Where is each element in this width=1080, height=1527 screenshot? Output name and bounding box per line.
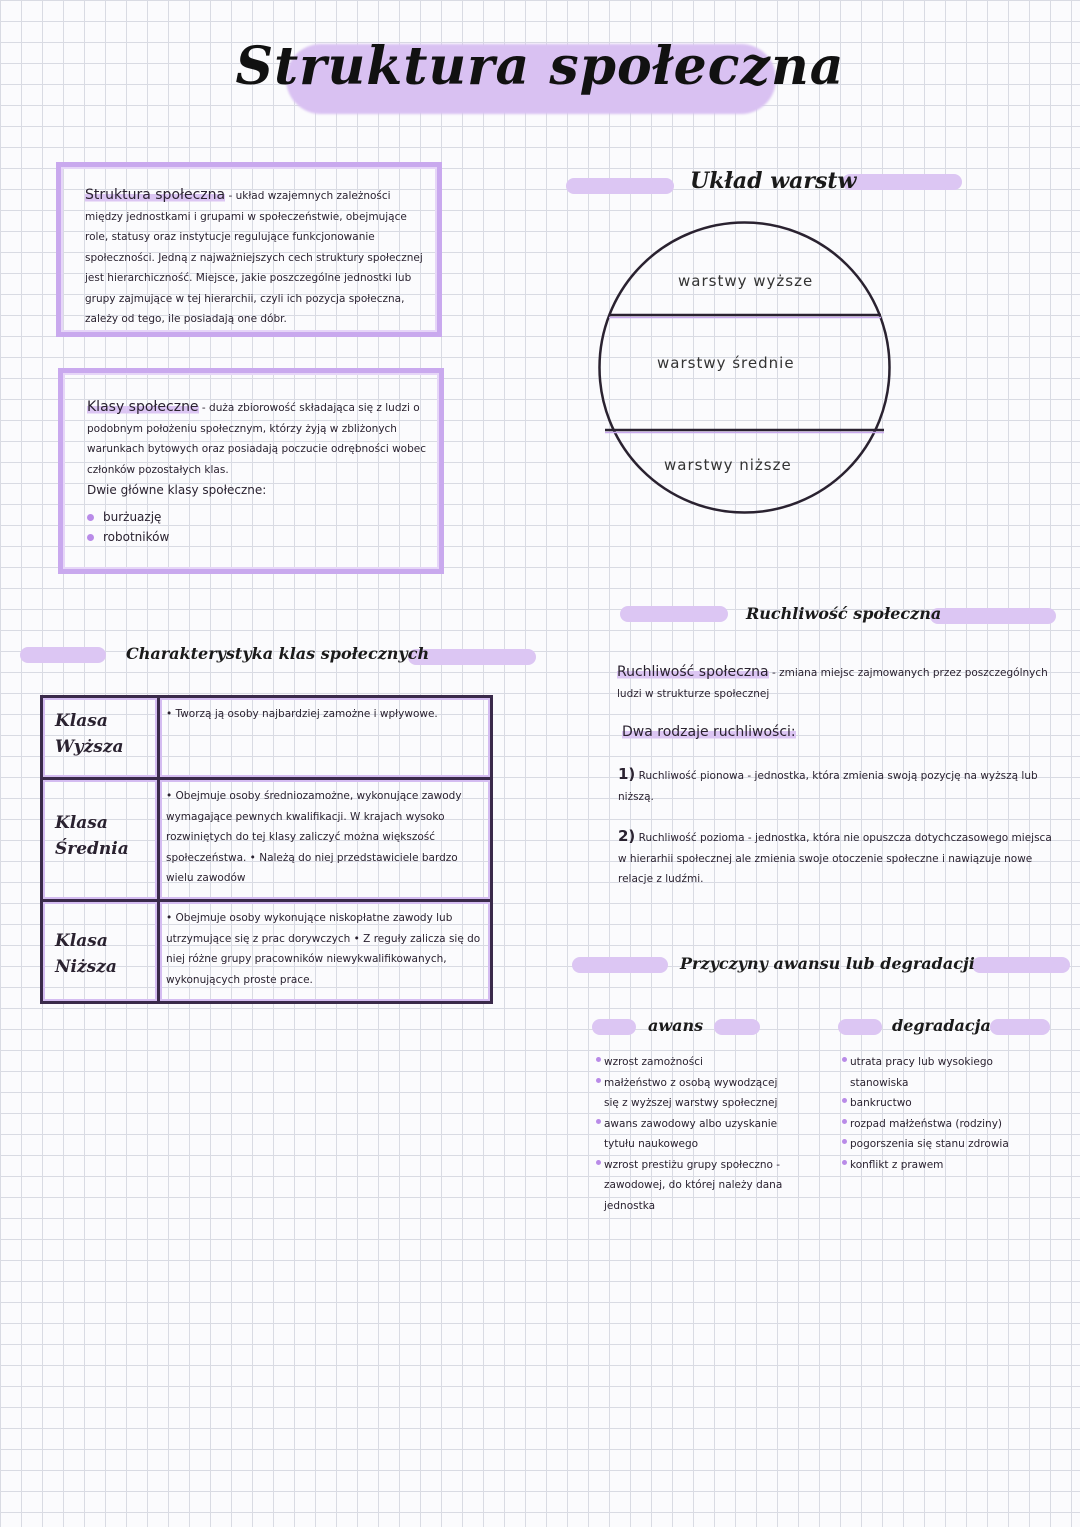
promotion-list bbox=[596, 1052, 786, 1216]
classes-list bbox=[87, 507, 439, 547]
characteristics-heading: Charakterystyka klas społecznych bbox=[126, 644, 430, 663]
page-title: Struktura społeczna bbox=[235, 36, 845, 97]
layer-lower: warstwy niższe bbox=[664, 456, 792, 474]
class-name-line: Niższa bbox=[55, 957, 117, 977]
class-name bbox=[42, 779, 159, 901]
degradation-list bbox=[842, 1052, 1042, 1175]
table-row bbox=[42, 697, 492, 779]
heading-highlight bbox=[592, 1019, 636, 1035]
list-item: rozpad małżeństwa (rodziny) bbox=[842, 1114, 1042, 1135]
list-item: konflikt z prawem bbox=[842, 1155, 1042, 1176]
mobility-type-number: 2) bbox=[618, 827, 636, 845]
degradation-heading: degradacja bbox=[892, 1016, 991, 1035]
class-name-line: Klasa bbox=[55, 813, 108, 833]
heading-highlight bbox=[620, 606, 728, 622]
heading-highlight bbox=[572, 957, 668, 973]
class-name-line: Średnia bbox=[55, 839, 129, 859]
mobility-definition-body: - zmiana miejsc zajmowanych przez poszczególnych ludzi w strukturze społecznej bbox=[617, 667, 1048, 700]
classes-body: - duża zbiorowość składająca się z ludzi o podobnym położeniu społecznym, którzy żyją w zbliżonych warunkach bytowych oraz posiadają poczucie odrębności wobec członków pozostałych klas. bbox=[87, 402, 426, 476]
list-item: pogorszenia się stanu zdrowia bbox=[842, 1134, 1042, 1155]
list-item: wzrost zamożności bbox=[596, 1052, 786, 1073]
mobility-definition bbox=[617, 662, 1057, 704]
list-item: robotników bbox=[87, 527, 439, 547]
layer-middle: warstwy średnie bbox=[657, 354, 795, 372]
table-row bbox=[42, 779, 492, 901]
classes-box bbox=[58, 368, 444, 574]
list-item: awans zawodowy albo uzyskanie tytułu naukowego bbox=[596, 1114, 786, 1155]
list-item: bankructwo bbox=[842, 1093, 1042, 1114]
class-name bbox=[42, 697, 159, 779]
heading-highlight bbox=[566, 178, 674, 194]
class-name-line: Klasa bbox=[55, 931, 108, 951]
heading-highlight bbox=[930, 608, 1056, 624]
mobility-types-title bbox=[622, 722, 796, 743]
promotion-heading: awans bbox=[648, 1016, 704, 1035]
list-item: utrata pracy lub wysokiego stanowiska bbox=[842, 1052, 1042, 1093]
mobility-type-2 bbox=[618, 826, 1058, 890]
class-name-line: Wyższa bbox=[55, 737, 124, 757]
class-description: • Obejmuje osoby wykonujące niskopłatne zawody lub utrzymujące się z prac dorywczych • Z reguły zalicza się do niej różne grupy pracowników niewykwalifikowanych, wykonujących proste prace. bbox=[159, 901, 492, 1003]
layer-upper: warstwy wyższe bbox=[678, 272, 814, 290]
classes-table bbox=[40, 695, 493, 1004]
definition-body: - układ wzajemnych zależności między jednostkami i grupami w społeczeństwie, obejmujące role, statusy oraz instytucje regulujące funkcjonowanie społeczności. Jedną z najważniejszych cech struktury społecznej jest hierarchiczność. Miejsce, jakie poszczególne jednostki lub grupy zajmujące w tej hierarchii, czyli ich pozycja społeczna, zależy od tego, ile posiadają one dóbr. bbox=[85, 190, 423, 325]
mobility-heading: Ruchliwość społeczna bbox=[746, 604, 942, 623]
causes-heading: Przyczyny awansu lub degradacji bbox=[680, 954, 975, 973]
mobility-type-text: Ruchliwość pionowa - jednostka, która zmienia swoją pozycję na wyższą lub niższą. bbox=[618, 770, 1038, 803]
class-name-line: Klasa bbox=[55, 711, 108, 731]
heading-highlight bbox=[20, 647, 106, 663]
definition-box bbox=[56, 162, 442, 337]
list-item: burżuazję bbox=[87, 507, 439, 527]
class-description: • Tworzą ją osoby najbardziej zamożne i wpływowe. bbox=[159, 697, 492, 779]
heading-highlight bbox=[714, 1019, 760, 1035]
mobility-types-title-text: Dwa rodzaje ruchliwości: bbox=[622, 724, 796, 740]
classes-term: Klasy społeczne bbox=[87, 399, 199, 415]
mobility-type-1 bbox=[618, 764, 1048, 807]
mobility-type-number: 1) bbox=[618, 765, 636, 783]
class-description: • Obejmuje osoby średniozamożne, wykonujące zawody wymagające pewnych kwalifikacji. W krajach wysoko rozwiniętych do tej klasy zaliczyć można większość społeczeństwa. • Należą do niej przedstawiciele bardzo wielu zawodów bbox=[159, 779, 492, 901]
heading-highlight bbox=[990, 1019, 1050, 1035]
heading-highlight bbox=[842, 174, 962, 190]
table-row bbox=[42, 901, 492, 1003]
classes-subtitle: Dwie główne klasy społeczne: bbox=[87, 483, 267, 497]
class-name bbox=[42, 901, 159, 1003]
mobility-type-text: Ruchliwość pozioma - jednostka, która nie opuszcza dotychczasowego miejsca w hierarhii społecznej ale zmienia swoje otoczenie społeczne i nawiązuje nowe relacje z ludźmi. bbox=[618, 832, 1052, 885]
classes-text bbox=[87, 397, 427, 480]
definition-term: Struktura społeczna bbox=[85, 187, 226, 203]
heading-highlight bbox=[838, 1019, 882, 1035]
mobility-term: Ruchliwość społeczna bbox=[617, 664, 769, 680]
layers-heading: Układ warstw bbox=[690, 168, 857, 194]
heading-highlight bbox=[972, 957, 1070, 973]
definition-text bbox=[85, 185, 425, 330]
list-item: wzrost prestiżu grupy społeczno - zawodowej, do której należy dana jednostka bbox=[596, 1155, 786, 1217]
list-item: małżeństwo z osobą wywodzącej się z wyższej warstwy społecznej bbox=[596, 1073, 786, 1114]
